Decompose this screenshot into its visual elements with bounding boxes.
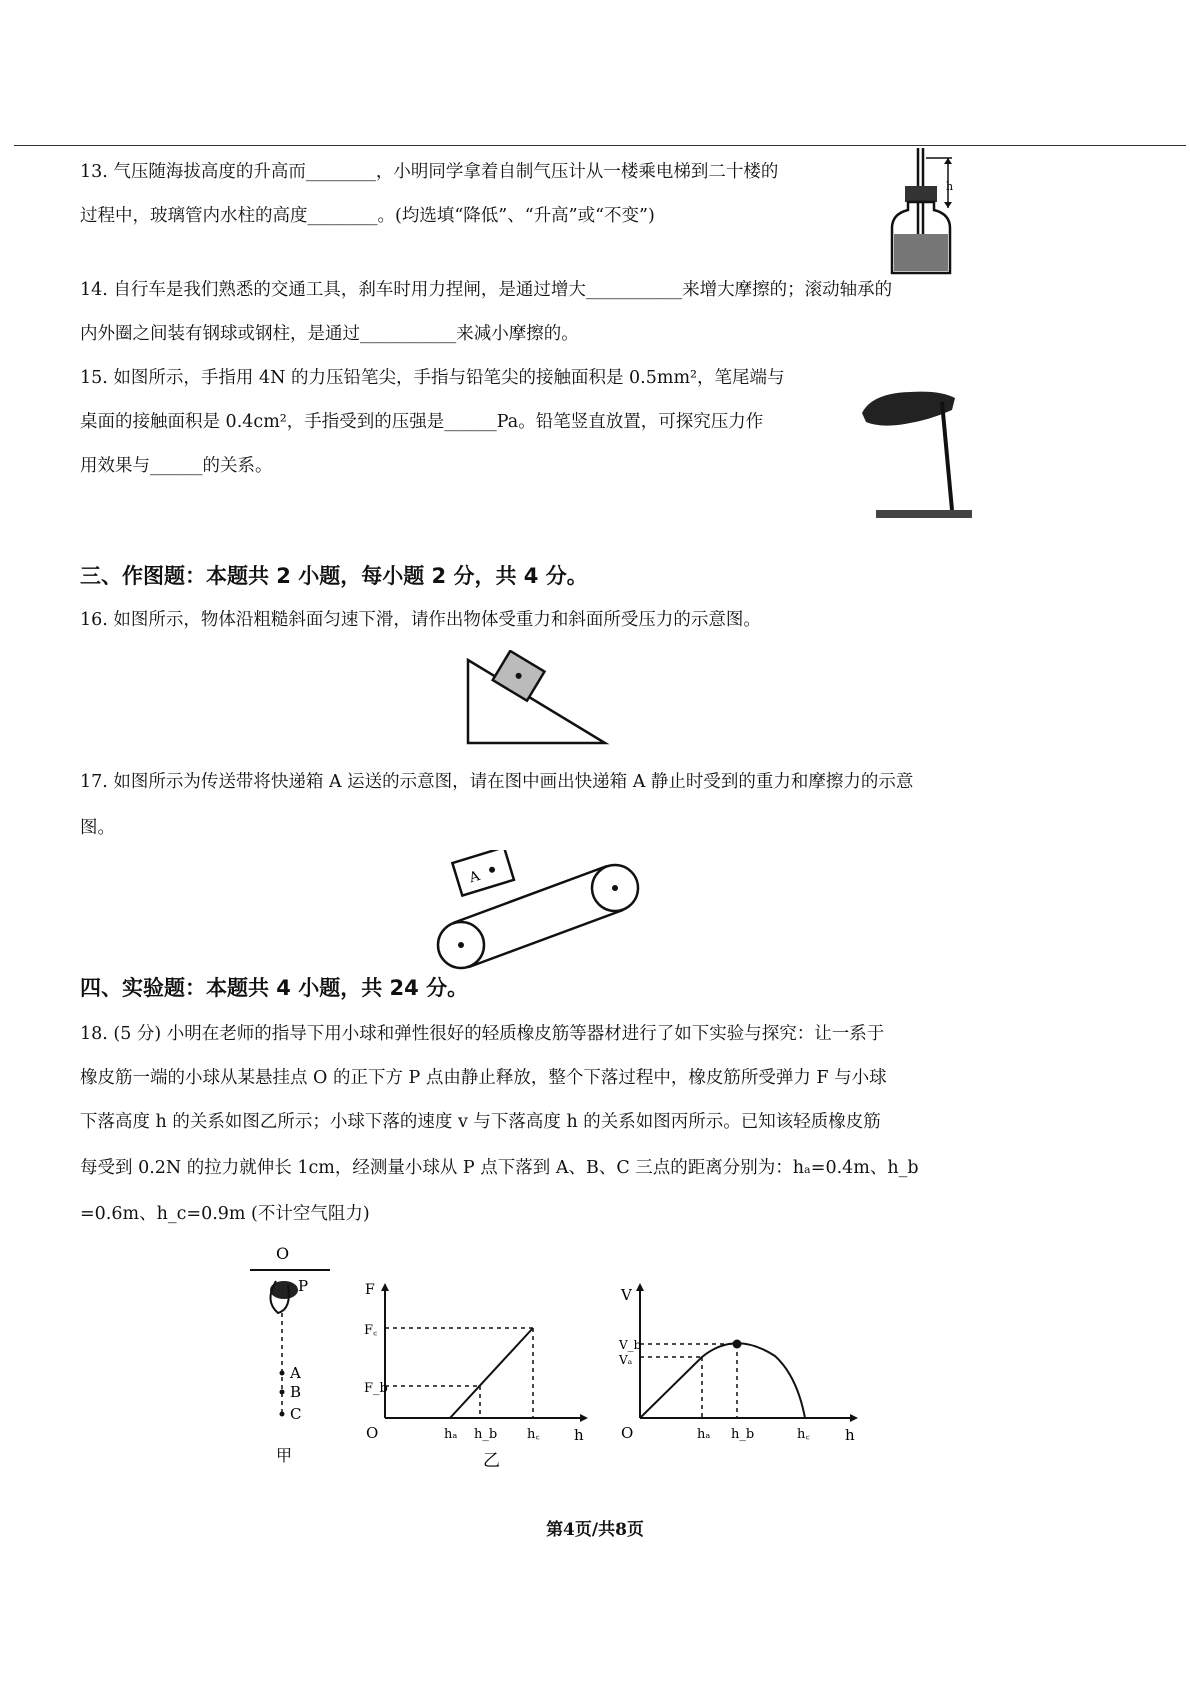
point-C (280, 1412, 285, 1417)
question-14-line-2: 内外圈之间装有钢球或钢柱，是通过___________来减小摩擦的。 (80, 324, 579, 344)
point-A (280, 1371, 285, 1376)
question-18-line-5: =0.6m、h_c=0.9m (不计空气阻力) (80, 1204, 370, 1224)
y-axis-label: V (621, 1286, 632, 1304)
incline-figure (465, 650, 615, 750)
question-18-line-1: 18. (5 分) 小明在老师的指导下用小球和弹性很好的轻质橡皮筋等器材进行了如下实验与探究：让一系于 (80, 1024, 885, 1044)
y-axis-label: F (365, 1282, 375, 1298)
figure-yi (360, 1278, 600, 1473)
figure-jia (240, 1245, 340, 1470)
figure-jia-caption: 甲 (276, 1446, 293, 1465)
block (493, 651, 545, 701)
height-label: h (946, 180, 954, 193)
figure-yi-caption: 乙 (483, 1451, 500, 1471)
section-3-title: 三、作图题：本题共 2 小题，每小题 2 分，共 4 分。 (80, 564, 588, 588)
belt-bottom (469, 910, 623, 967)
water (894, 234, 948, 271)
package-A (452, 850, 514, 896)
vb-label: V_b (619, 1338, 642, 1352)
x-axis-label: h (845, 1426, 855, 1444)
question-17-line-2: 图。 (80, 818, 115, 838)
barometer-figure (890, 148, 1000, 278)
hc-label: h꜀ (527, 1427, 540, 1442)
table (876, 510, 972, 518)
origin-label: O (366, 1424, 379, 1442)
rubber-stopper (905, 186, 937, 202)
pencil (942, 402, 952, 510)
question-15-line-3: 用效果与______的关系。 (80, 456, 273, 476)
hb-label: h_b (474, 1427, 498, 1442)
ha-label: hₐ (697, 1427, 711, 1442)
force-line (450, 1328, 533, 1418)
point-B (280, 1390, 285, 1395)
package-label: A (467, 868, 482, 887)
question-14-line-1: 14. 自行车是我们熟悉的交通工具，刹车时用力捏闸，是通过增大___________来增大摩擦的；滚动轴承的 (80, 280, 893, 300)
point-A-label: A (290, 1364, 301, 1382)
va-label: Vₐ (619, 1353, 633, 1367)
pencil-figure (860, 388, 980, 523)
question-16-line-1: 16. 如图所示，物体沿粗糙斜面匀速下滑，请作出物体受重力和斜面所受压力的示意图。 (80, 610, 761, 630)
scale-arrow-head (944, 158, 952, 164)
point-B-label: B (290, 1383, 302, 1401)
point-C-label: C (290, 1405, 302, 1423)
scale-arrow-head (944, 202, 952, 208)
point-P-label: P (298, 1277, 309, 1295)
hb-label: h_b (731, 1427, 755, 1442)
question-18-line-3: 下落高度 h 的关系如图乙所示；小球下落的速度 v 与下落高度 h 的关系如图丙所示。已知该轻质橡皮筋 (80, 1112, 881, 1132)
x-axis-label: h (574, 1426, 584, 1444)
velocity-curve (640, 1343, 805, 1418)
fc-label: F꜀ (364, 1323, 378, 1338)
section-4-title: 四、实验题：本题共 4 小题，共 24 分。 (80, 976, 469, 1000)
header-rule (14, 145, 1186, 146)
question-18-line-4: 每受到 0.2N 的拉力就伸长 1cm，经测量小球从 P 点下落到 A、B、C 三点的距离分别为：hₐ=0.4m、h_b (80, 1158, 919, 1178)
fb-label: F_b (364, 1381, 388, 1396)
figure-bing (615, 1278, 865, 1448)
origin-label: O (621, 1424, 634, 1442)
conveyor-figure (435, 850, 645, 970)
question-15-line-2: 桌面的接触面积是 0.4cm²，手指受到的压强是______Pa。铅笔竖直放置，可探究压力作 (80, 412, 764, 432)
question-15-line-1: 15. 如图所示，手指用 4N 的力压铅笔尖，手指与铅笔尖的接触面积是 0.5mm²，笔尾端与 (80, 368, 785, 388)
ha-label: hₐ (444, 1427, 458, 1442)
page-footer: 第4页/共8页 (546, 1520, 644, 1540)
question-18-line-2: 橡皮筋一端的小球从某悬挂点 O 的正下方 P 点由静止释放，整个下落过程中，橡皮筋所受弹力 F 与小球 (80, 1068, 887, 1088)
point-O-label: O (276, 1245, 290, 1263)
hc-label: h꜀ (797, 1427, 810, 1442)
question-17-line-1: 17. 如图所示为传送带将快递箱 A 运送的示意图，请在图中画出快递箱 A 静止时受到的重力和摩擦力的示意 (80, 772, 914, 792)
question-13-line-2: 过程中，玻璃管内水柱的高度________。(均选填“降低”、“升高”或“不变”) (80, 206, 655, 226)
question-13-line-1: 13. 气压随海拔高度的升高而________，小明同学拿着自制气压计从一楼乘电梯到二十楼的 (80, 162, 779, 182)
